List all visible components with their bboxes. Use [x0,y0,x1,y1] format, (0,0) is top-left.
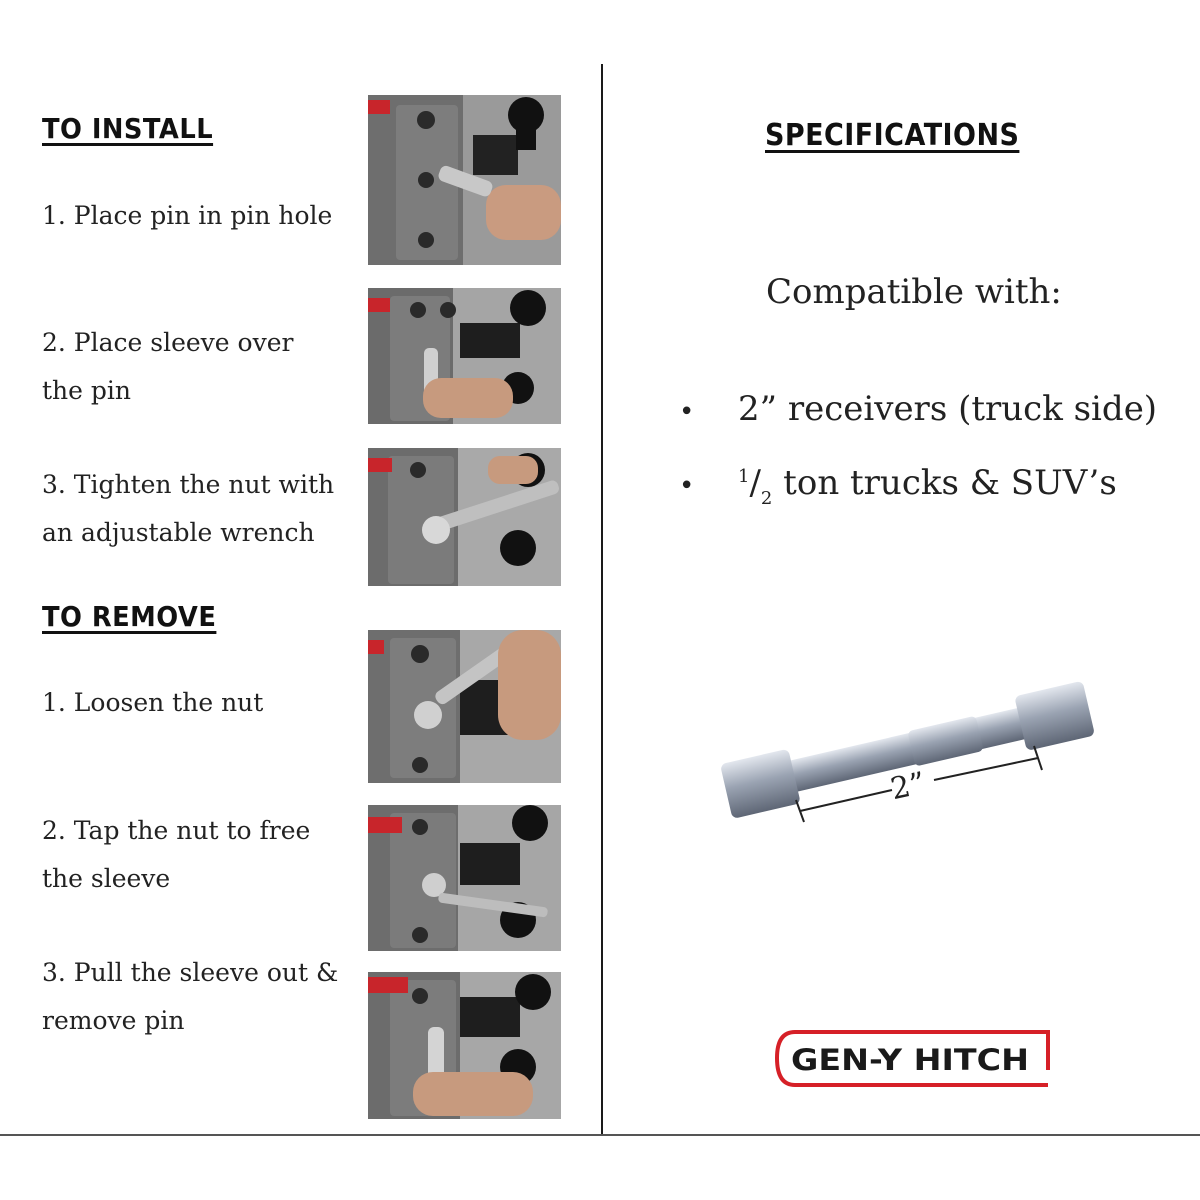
install-step-3-line2: an adjustable wrench [42,518,315,547]
fraction-denominator: 2 [760,488,773,509]
install-step-2-line2: the pin [42,376,131,405]
remove-step-2 [42,807,352,903]
column-divider [601,64,603,1136]
install-step-2 [42,319,352,415]
install-step-3-line1: 3. Tighten the nut with [42,470,335,499]
logo-text: GEN-Y HITCH [791,1043,1029,1077]
install-photo-3 [368,448,561,586]
remove-step-3-line2: remove pin [42,1006,185,1035]
install-step-2-line1: 2. Place sleeve over [42,328,294,357]
install-step-3 [42,461,352,557]
remove-photo-1 [368,630,561,783]
install-photo-2 [368,288,561,424]
compatible-label: Compatible with: [766,272,1062,312]
install-photo-1 [368,95,561,265]
fraction-numerator: 1 [738,466,750,487]
remove-photo-3 [368,972,561,1119]
remove-step-3 [42,949,352,1045]
remove-step-2-line1: 2. Tap the nut to free [42,816,311,845]
install-step-1 [42,192,352,240]
dimension-label: 2” [887,765,929,808]
gen-y-hitch-logo [773,1030,1050,1087]
spec-item-receivers: 2” receivers (truck side) [738,389,1158,429]
remove-photo-2 [368,805,561,951]
bullet-2: • [679,471,695,501]
install-step-1-line1: 1. Place pin in pin hole [42,201,333,230]
bottom-rule [0,1134,1200,1136]
remove-step-3-line1: 3. Pull the sleeve out & [42,958,339,987]
spec-item-trucks [738,463,1117,509]
remove-step-1 [42,679,352,727]
specifications-heading: SPECIFICATIONS [765,118,1020,153]
spec-item-trucks-text: ton trucks & SUV’s [772,463,1117,503]
remove-step-2-line2: the sleeve [42,864,171,893]
hitch-pin-illustration [712,672,1102,832]
bullet-1: • [679,397,695,427]
remove-heading: TO REMOVE [42,600,217,633]
fraction-slash: / [749,463,761,503]
install-heading: TO INSTALL [42,112,214,145]
remove-step-1-line1: 1. Loosen the nut [42,688,264,717]
